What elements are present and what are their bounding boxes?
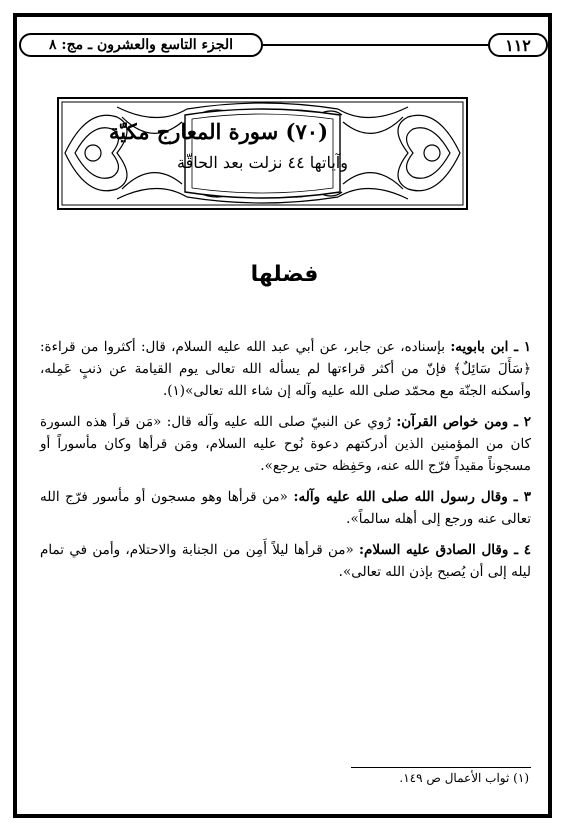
paragraph-text: بإسناده، عن جابر، عن أبي عبد الله عليه السلام، قال: أكثروا من قراءة: ﴿سَأَلَ سَائِلٌ﴾ فإنّ من أكثر قراءتها لم يسأله الله تعالى يوم القيامة عن ذنبٍ عَمِله، وأسكنه الجنّة مع محمّد صلى الله عليه وآله إن شاء الله تعالى»(١). xyxy=(40,339,531,399)
section-title: فضلها xyxy=(250,262,319,287)
paragraph-heading: ١ ـ ابن بابويه: xyxy=(450,339,532,355)
footnote-divider xyxy=(351,767,531,768)
surah-title: (٧٠) سورة المعارج مكيّة xyxy=(109,119,328,144)
paragraph xyxy=(40,539,531,583)
header-rule xyxy=(263,44,488,46)
paragraph xyxy=(40,411,531,477)
surah-banner xyxy=(57,97,468,210)
body-text xyxy=(40,336,531,592)
paragraph-text: «من قرأها ليلاً أَمِن من الجنابة والاحتلام، وأمن في تمام ليله إلى أن يُصبح بإذن الله تعالى». xyxy=(40,542,531,580)
paragraph-heading: ٤ ـ وقال الصادق عليه السلام: xyxy=(359,542,531,558)
surah-info: وآياتها ٤٤ نزلت بعد الحاقّة xyxy=(177,153,348,172)
paragraph-text: «من قرأها وهو مسجون أو مأسور فرّج الله تعالى عنه ورجع إلى أهله سالماً». xyxy=(40,489,531,527)
paragraph-heading: ٣ ـ وقال رسول الله صلى الله عليه وآله: xyxy=(293,489,531,505)
part-label: الجزء التاسع والعشرون ـ مج: ٨ xyxy=(19,33,263,57)
paragraph xyxy=(40,336,531,402)
paragraph-text: رُوي عن النبيّ صلى الله عليه وآله قال: «مَن قرأ هذه السورة كان من المؤمنين الذين أدركتهم دعوة نُوح عليه السلام، ومَن قرأها وكان مأسوراً أو مسجوناً مقيداً فرّج الله عنه، وحَفِظه حتى يرجع». xyxy=(40,414,531,474)
paragraph-heading: ٢ ـ ومن خواص القرآن: xyxy=(396,414,531,430)
paragraph xyxy=(40,486,531,530)
page-number: ١١٢ xyxy=(488,33,548,57)
page-header xyxy=(19,33,548,59)
footnote: (١) ثواب الأعمال ص ١٤٩. xyxy=(399,771,529,785)
